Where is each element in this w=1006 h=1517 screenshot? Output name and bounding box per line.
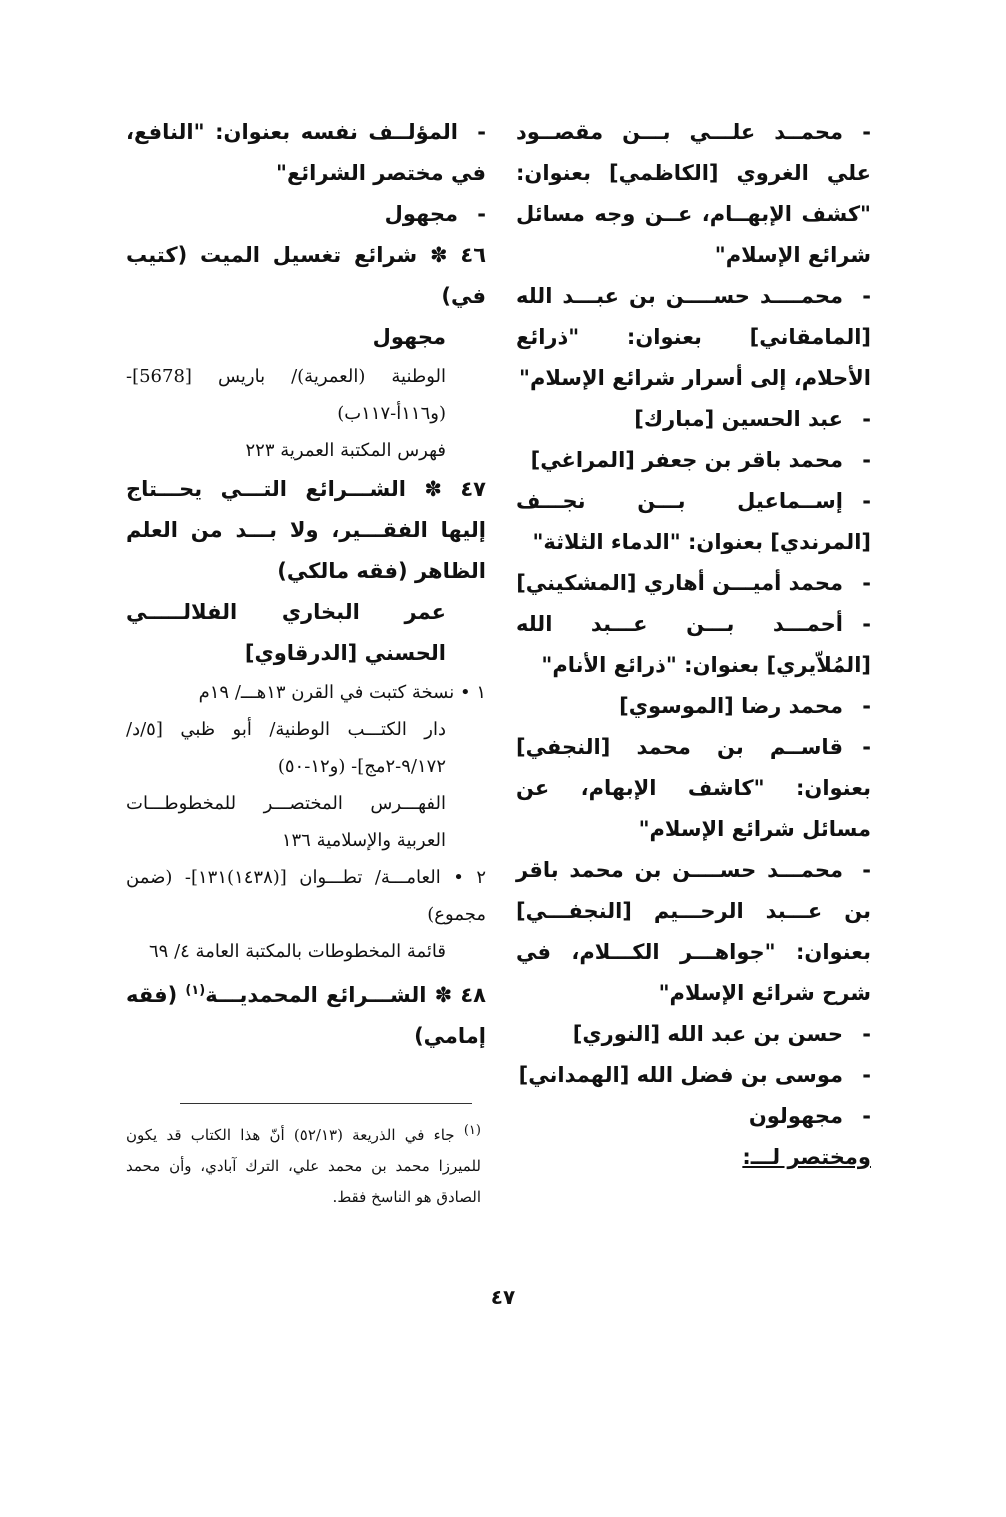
catalog-copy: ١ • نسخة كتبت في القرن ١٣هـــ/ ١٩م: [198, 682, 486, 703]
list-item: -قاســم بن محمد [النجفي] بعنوان: "كاشف الإبهام، عن مسائل شرائع الإسلام": [516, 735, 871, 841]
list-item: -عبد الحسين [مبارك]: [634, 407, 871, 431]
catalog-copy-detail: دار الكتـــب الوطنية/ أبو ظبي [٥/د/ ٩/١٧٢-٢مج]- (و١٢-٥٠): [126, 719, 446, 777]
asterisk-icon: ✽: [434, 983, 453, 1007]
list-item: -حسن بن عبد الله [النوري]: [572, 1022, 871, 1046]
catalog-copy-reference: الفهـــرس المختصـــر للمخطوطـــات العربية والإسلامية ١٣٦: [126, 793, 446, 851]
section-lead-in: ومختصر لـــ:: [742, 1145, 871, 1169]
right-column: [516, 112, 871, 1178]
catalog-item-heading: ٤٨ ✽ الشـــرائع المحمديـــة$^{(١)}$ (فقه إمامي): [126, 983, 486, 1048]
list-item: -محمــد علـــي بـــن مقصــود علي الغروي [الكاظمي] بعنوان: "كشف الإبهــام، عــن وجه مسائل شرائع الإسلام": [516, 120, 871, 267]
page-number: ٤٧: [490, 1285, 516, 1309]
list-item: -مجهولون: [748, 1104, 871, 1128]
footnote-text: جاء في الذريعة (٥٢/١٣) أنّ هذا الكتاب قد يكون للميرزا محمد بن محمد علي، الترك آبادي، وأن محمد الصادق هو الناسخ فقط.: [126, 1126, 481, 1206]
catalog-copy-reference: قائمة المخطوطات بالمكتبة العامة ٤/ ٦٩: [149, 941, 446, 962]
footnote-reference: (١): [185, 983, 206, 998]
list-item: -محمد رضا [الموسوي]: [619, 694, 871, 718]
footnote: [126, 1115, 481, 1213]
catalog-item-heading: ٤٦ ✽ شرائع تغسيل الميت (كتيب في): [126, 243, 487, 308]
bullet-icon: •: [459, 682, 471, 703]
catalog-item-author: عمر البخاري الفلالـــــي الحسني [الدرقاوي]: [126, 600, 446, 665]
list-item: -محمد أميـــن أهاري [المشكيني]: [516, 571, 871, 595]
footnote-divider: [180, 1103, 472, 1104]
list-item: -إســماعيل بـــن نجـــف [المرندي] بعنوان: "الدماء الثلاثة": [516, 489, 871, 554]
catalog-item-location: الوطنية (العمرية)/ باريس [5678]- (و١١٦أ-١١٧ب): [126, 366, 446, 424]
asterisk-icon: ✽: [429, 243, 448, 267]
list-item: -أحمـــد بـــن عـــبد الله [المُلاّيري] بعنوان: "ذرائع الأنام": [516, 612, 871, 677]
footnote-marker: (١): [463, 1123, 481, 1138]
catalog-copy: ٢ • العامـــة/ تطـــوان [(١٤٣٨)١٣١]- (ضمن مجموع): [126, 867, 486, 925]
list-item: -موسى بن فضل الله [الهمداني]: [518, 1063, 871, 1087]
catalog-item-author: مجهول: [372, 325, 446, 349]
list-item: -محمــــد حســــن بن عبـــد الله [المامقاني] بعنوان: "ذرائع الأحلام، إلى أسرار شرائع الإسلام": [516, 284, 871, 390]
bullet-icon: •: [453, 867, 464, 888]
list-item: -محمد باقر بن جعفر [المراغي]: [530, 448, 871, 472]
list-item: -المؤلــف نفسه بعنوان: "النافع، في مختصر الشرائع": [126, 120, 486, 185]
list-item: -مجهول: [384, 202, 486, 226]
asterisk-icon: ✽: [424, 477, 442, 501]
catalog-item-reference: فهرس المكتبة العمرية ٢٢٣: [245, 440, 446, 461]
list-item: -محمـــد حســــن بن محمد باقر بن عـــبد الرحـــيم [النجفـــي] بعنوان: "جواهـــر الكـــلام، في شرح شرائع الإسلام": [516, 858, 871, 1005]
left-column: [126, 112, 486, 1057]
catalog-item-heading: ٤٧ ✽ الشـــرائع التـــي يحـــتاج إليها الفقـــير، ولا بـــد من العلم الظاهر (فقه مالكي): [126, 477, 486, 583]
